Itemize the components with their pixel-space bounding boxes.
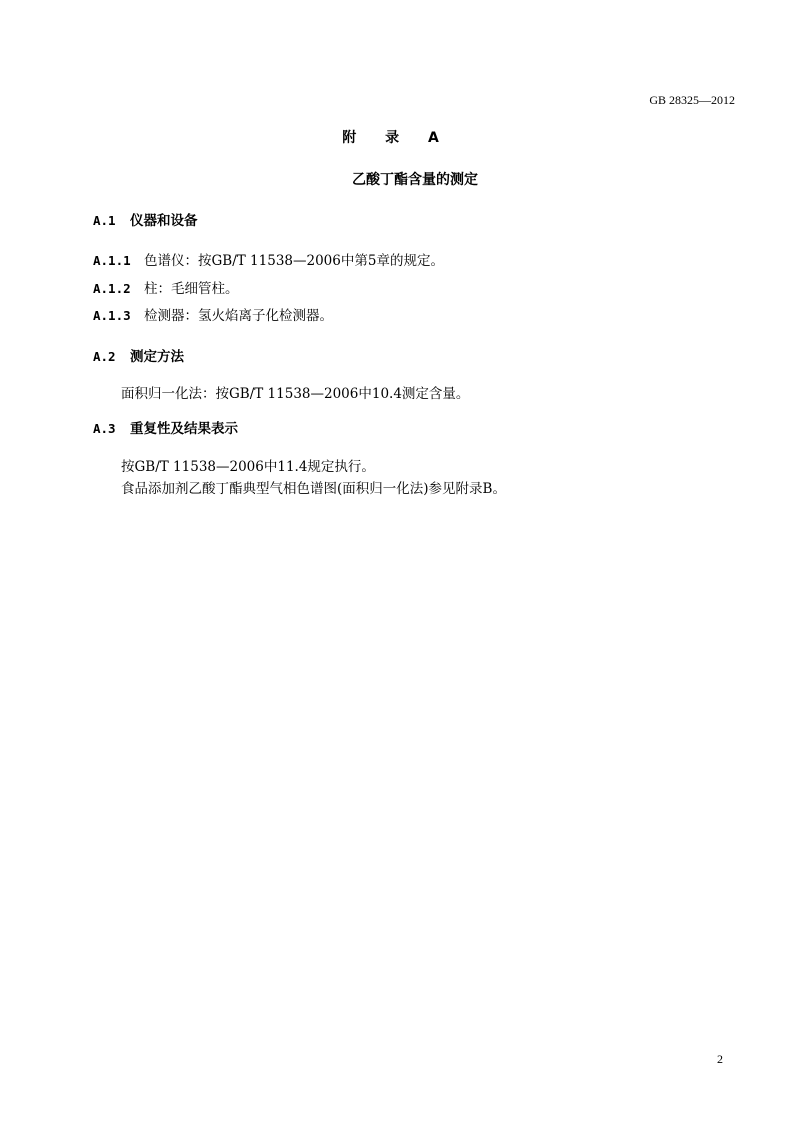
clause-text: 色谱仪：按GB/T 11538—2006中第5章的规定。 [144,253,444,269]
paragraph-a2-1: 面积归一化法：按GB/T 11538—2006中10.4测定含量。 [121,386,470,402]
page-number: 2 [717,1052,723,1066]
clause-a1-2 [93,277,239,297]
section-heading-a1 [93,209,198,229]
annex-title: 附 录 A [342,130,451,146]
paragraph-a3-2: 食品添加剂乙酸丁酯典型气相色谱图(面积归一化法)参见附录B。 [121,481,506,497]
clause-a1-3 [93,304,333,324]
paragraph-a3-1: 按GB/T 11538—2006中11.4规定执行。 [121,459,375,475]
section-number: A.2 [93,349,116,364]
clause-text: 检测器：氢火焰离子化检测器。 [144,308,333,324]
standard-number: GB 28325—2012 [649,93,735,107]
clause-number: A.1.3 [93,308,131,323]
section-number: A.3 [93,421,116,436]
section-title: 测定方法 [130,349,184,365]
clause-number: A.1.1 [93,253,131,268]
section-heading-a2 [93,345,184,365]
clause-text: 柱：毛细管柱。 [144,281,239,297]
section-heading-a3 [93,417,238,437]
clause-a1-1 [93,249,444,269]
section-title: 重复性及结果表示 [130,421,238,437]
section-number: A.1 [93,213,116,228]
section-title: 仪器和设备 [130,213,198,229]
annex-subtitle: 乙酸丁酯含量的测定 [352,172,478,188]
clause-number: A.1.2 [93,281,131,296]
